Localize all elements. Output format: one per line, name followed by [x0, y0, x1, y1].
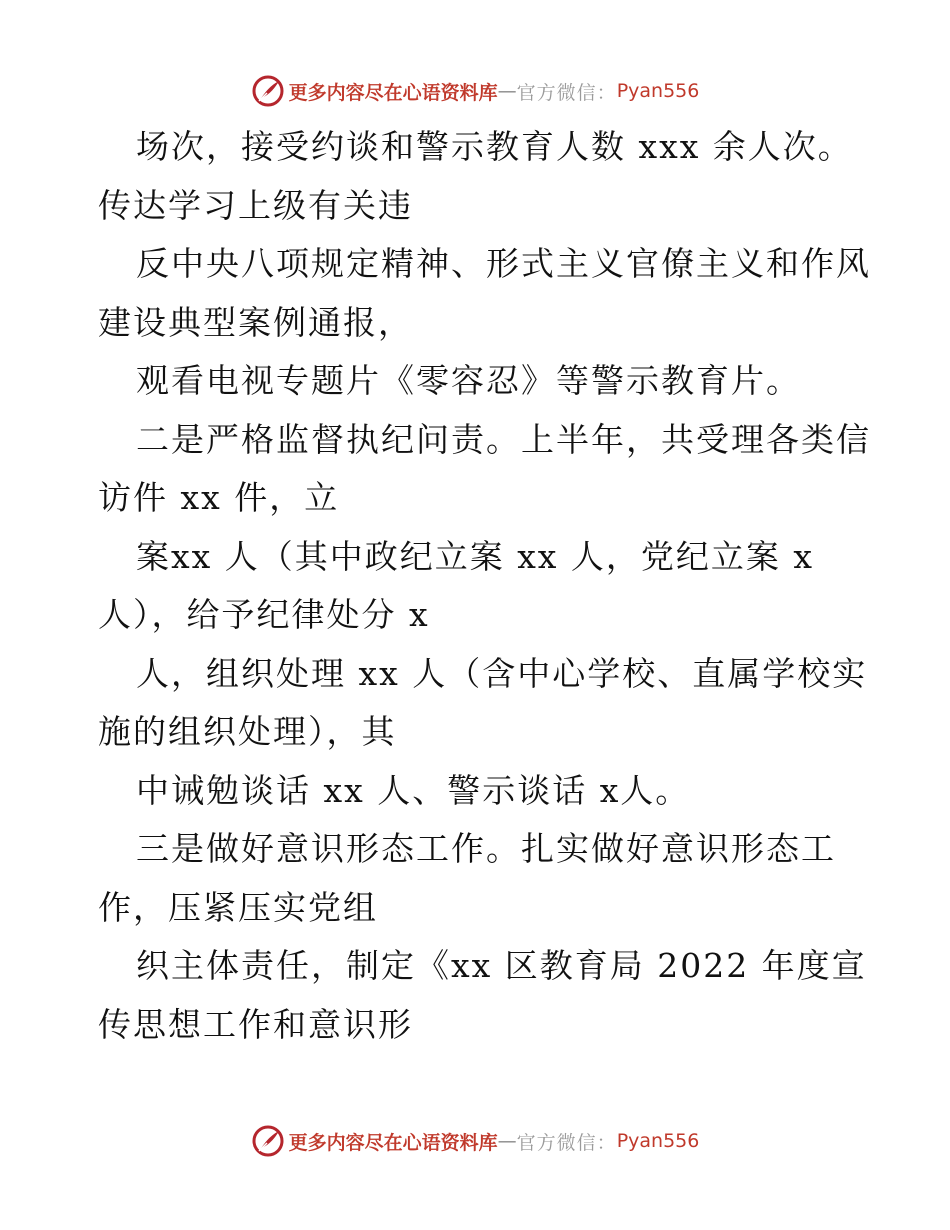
- text-line: 建设典型案例通报，: [98, 302, 413, 342]
- watermark-wechat-id: Pyan556: [616, 1130, 700, 1152]
- feather-logo-icon: [251, 74, 285, 108]
- text-line: 三是做好意识形态工作。扎实做好意识形态工: [136, 829, 836, 868]
- text-line: 访件 xx 件，立: [98, 478, 340, 517]
- text-line: 传思想工作和意识形: [98, 1004, 413, 1044]
- watermark-dash: —: [497, 1130, 517, 1152]
- text-line: 反中央八项规定精神、形式主义官僚主义和作风: [136, 244, 871, 283]
- footer-watermark: [0, 1121, 950, 1161]
- watermark-side-text: 官方微信：: [516, 81, 617, 104]
- text-line: 施的组织处理），其: [98, 712, 397, 751]
- watermark-wechat-id: Pyan556: [616, 80, 700, 102]
- text-line: 场次，接受约谈和警示教育人数 xxx 余人次。: [136, 127, 853, 166]
- feather-logo-icon: [251, 1124, 285, 1158]
- text-line: 人，组织处理 xx 人（含中心学校、直属学校实: [136, 653, 868, 693]
- watermark-side-text: 官方微信：: [516, 1131, 617, 1154]
- text-line: 作，压紧压实党组: [98, 887, 378, 927]
- text-line: 案xx 人（其中政纪立案 xx 人，党纪立案 x: [136, 536, 815, 576]
- text-line: 传达学习上级有关违: [98, 185, 413, 225]
- watermark-dash: —: [497, 80, 517, 102]
- text-line: 人），给予纪律处分 x: [98, 595, 430, 634]
- text-line: 二是严格监督执纪问责。上半年，共受理各类信: [136, 419, 871, 459]
- document-body: [98, 118, 871, 1054]
- watermark-main-text: 更多内容尽在心语资料库: [288, 81, 498, 104]
- header-watermark: [0, 71, 950, 111]
- text-line: 中诫勉谈话 xx 人、警示谈话 x人。: [136, 770, 691, 810]
- watermark-main-text: 更多内容尽在心语资料库: [288, 1131, 498, 1154]
- text-line: 织主体责任，制定《xx 区教育局 2022 年度宣: [136, 946, 867, 985]
- text-line: 观看电视专题片《零容忍》等警示教育片。: [136, 361, 801, 400]
